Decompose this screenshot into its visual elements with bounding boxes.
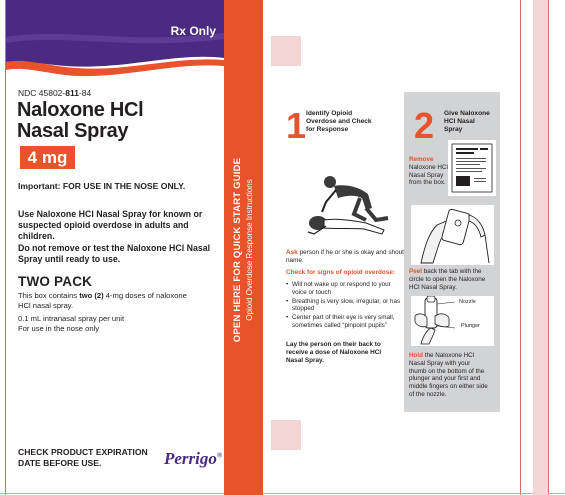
list-item: • Will not wake up or respond to your voice or touch <box>286 281 404 297</box>
important-notice: Important: FOR USE IN THE NOSE ONLY. <box>18 181 186 191</box>
strip-label: OPEN HERE FOR QUICK START GUIDE Opioid Overdose Response Instructions <box>232 157 254 343</box>
plunger-callout: Plunger <box>461 323 480 329</box>
route-text: For use in the nose only <box>18 324 100 333</box>
product-box-image <box>448 140 496 196</box>
glue-flap <box>533 0 548 495</box>
brand-logo: Perrigo® <box>164 449 223 468</box>
step-2-title: Give Naloxone HCl Nasal Spray <box>444 110 490 133</box>
peel-instruction: Peel back the tab with the circle to open the Naloxone HCl Nasal Spray. <box>409 268 486 291</box>
glue-area <box>271 420 301 450</box>
two-pack-label: TWO PACK <box>18 274 93 289</box>
dose-volume-text: 0.1 mL intranasal spray per unit <box>18 314 125 323</box>
nozzle-callout: Nozzle <box>459 299 476 305</box>
peel-hand-icon <box>411 205 494 265</box>
product-name: Naloxone HCl Nasal Spray <box>17 99 144 142</box>
list-item: • Center part of their eye is very small, sometimes called “pinpoint pupils” <box>286 314 404 330</box>
overdose-signs-list <box>286 281 404 331</box>
header-band <box>6 0 224 80</box>
overdose-check-illustration <box>296 168 396 243</box>
hold-device-icon <box>411 296 494 346</box>
use-statement: Use Naloxone HCl Nasal Spray for known or suspected opioid overdose in adults and children. <box>18 209 203 241</box>
ask-instruction: Ask person if he or she is okay and shout name. <box>286 249 404 264</box>
lay-instruction: Lay the person on their back to receive a dose of Naloxone HCl Nasal Spray. <box>286 341 382 364</box>
peel-image <box>411 205 494 265</box>
ndc-number: NDC 45802-811-84 <box>18 88 92 98</box>
step-2-number: 2 <box>414 105 435 146</box>
strength-badge: 4 mg <box>20 146 75 169</box>
step-1-number: 1 <box>286 105 307 146</box>
fold-line <box>520 0 521 495</box>
carton-front-panel <box>6 0 224 495</box>
expiration-notice: CHECK PRODUCT EXPIRATION DATE BEFORE USE. <box>18 447 148 468</box>
hold-image <box>411 296 494 346</box>
box-icon <box>448 140 496 196</box>
glue-area <box>271 36 301 66</box>
hold-instruction: Hold the Naloxone HCl Nasal Spray with your thumb on the bottom of the plunger and your first and middle fingers on either side of the nozzle. <box>409 352 488 398</box>
step-1-title: Identify Opioid Overdose and Check for Response <box>306 110 372 133</box>
rx-only-label: Rx Only <box>170 24 216 38</box>
do-not-statement: Do not remove or test the Naloxone HCl Nasal Spray until ready to use. <box>18 243 211 264</box>
box-contents-text: This box contains two (2) 4-mg doses of naloxone HCl nasal spray. <box>18 291 187 310</box>
header-wave-graphic <box>6 0 224 80</box>
fold-line <box>548 0 549 495</box>
open-here-strip[interactable] <box>224 0 263 495</box>
remove-instruction: Remove Naloxone HCl Nasal Spray from the box. <box>409 156 448 187</box>
list-item: • Breathing is very slow, irregular, or has stopped <box>286 298 404 314</box>
check-heading: Check for signs of opioid overdose: <box>286 269 396 276</box>
